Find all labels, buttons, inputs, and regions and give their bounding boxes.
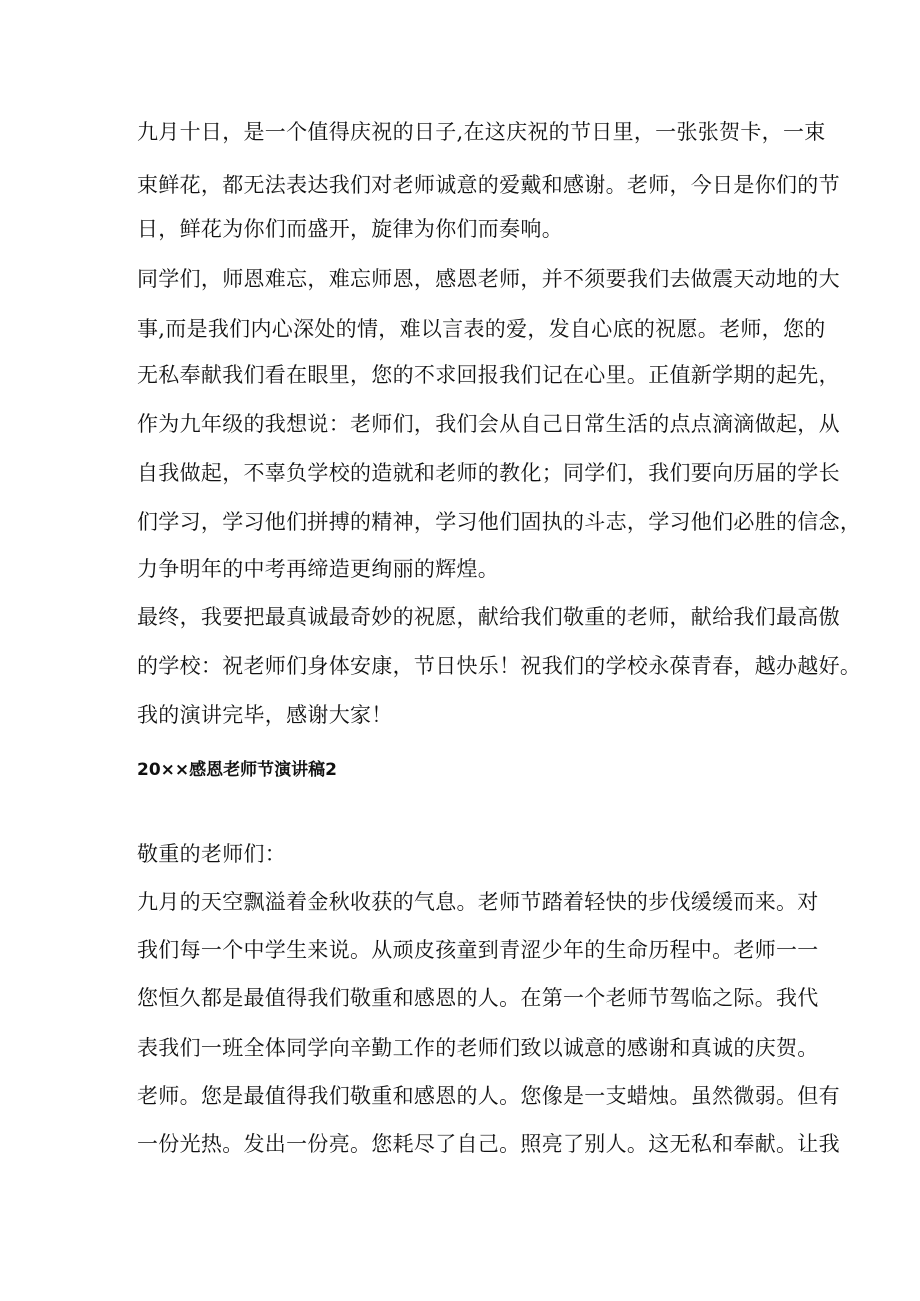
- text-line: 九月的天空飘溢着金秋收获的气息。老师节踏着轻快的步伐缓缓而来。对: [137, 890, 819, 914]
- text-line: 无私奉献我们看在眼里，您的不求回报我们记在心里。正值新学期的起先，: [137, 363, 840, 387]
- text-line: 表我们一班全体同学向辛勤工作的老师们致以诚意的感谢和真诚的庆贺。: [137, 1036, 819, 1060]
- text-line: 我的演讲完毕，感谢大家！: [137, 703, 393, 727]
- text-line: 同学们，师恩难忘，难忘师恩，感恩老师，并不须要我们去做震天动地的大: [137, 267, 840, 291]
- text-line: 您恒久都是最值得我们敬重和感恩的人。在第一个老师节驾临之际。我代: [137, 986, 819, 1010]
- section-heading: 20××感恩老师节演讲稿2: [137, 760, 337, 780]
- text-line: 一份光热。发出一份亮。您耗尽了自己。照亮了别人。这无私和奉献。让我: [137, 1132, 840, 1156]
- text-line: 的学校：祝老师们身体安康，节日快乐！祝我们的学校永葆青春，越办越好。: [137, 654, 862, 678]
- text-line: 们学习，学习他们拼搏的精神，学习他们固执的斗志，学习他们必胜的信念，: [137, 510, 862, 534]
- text-line: 束鲜花，都无法表达我们对老师诚意的爱戴和感谢。老师，今日是你们的节: [137, 173, 840, 197]
- text-line: 九月十日，是一个值得庆祝的日子,在这庆祝的节日里，一张张贺卡，一束: [137, 120, 826, 144]
- text-line: 我们每一个中学生来说。从顽皮孩童到青涩少年的生命历程中。老师一一: [137, 938, 819, 962]
- text-line: 老师。您是最值得我们敬重和感恩的人。您像是一支蜡烛。虽然微弱。但有: [137, 1084, 840, 1108]
- text-line: 力争明年的中考再缔造更绚丽的辉煌。: [137, 557, 500, 581]
- text-line: 自我做起，不辜负学校的造就和老师的教化；同学们，我们要向历届的学长: [137, 461, 840, 485]
- text-line: 事,而是我们内心深处的情，难以言表的爱，发自心底的祝愿。老师，您的: [137, 317, 826, 341]
- salutation: 敬重的老师们：: [137, 842, 287, 866]
- text-line: 日，鲜花为你们而盛开，旋律为你们而奏响。: [137, 217, 563, 241]
- text-line: 最终，我要把最真诚最奇妙的祝愿，献给我们敬重的老师，献给我们最高傲: [137, 605, 840, 629]
- text-line: 作为九年级的我想说：老师们，我们会从自己日常生活的点点滴滴做起，从: [137, 412, 840, 436]
